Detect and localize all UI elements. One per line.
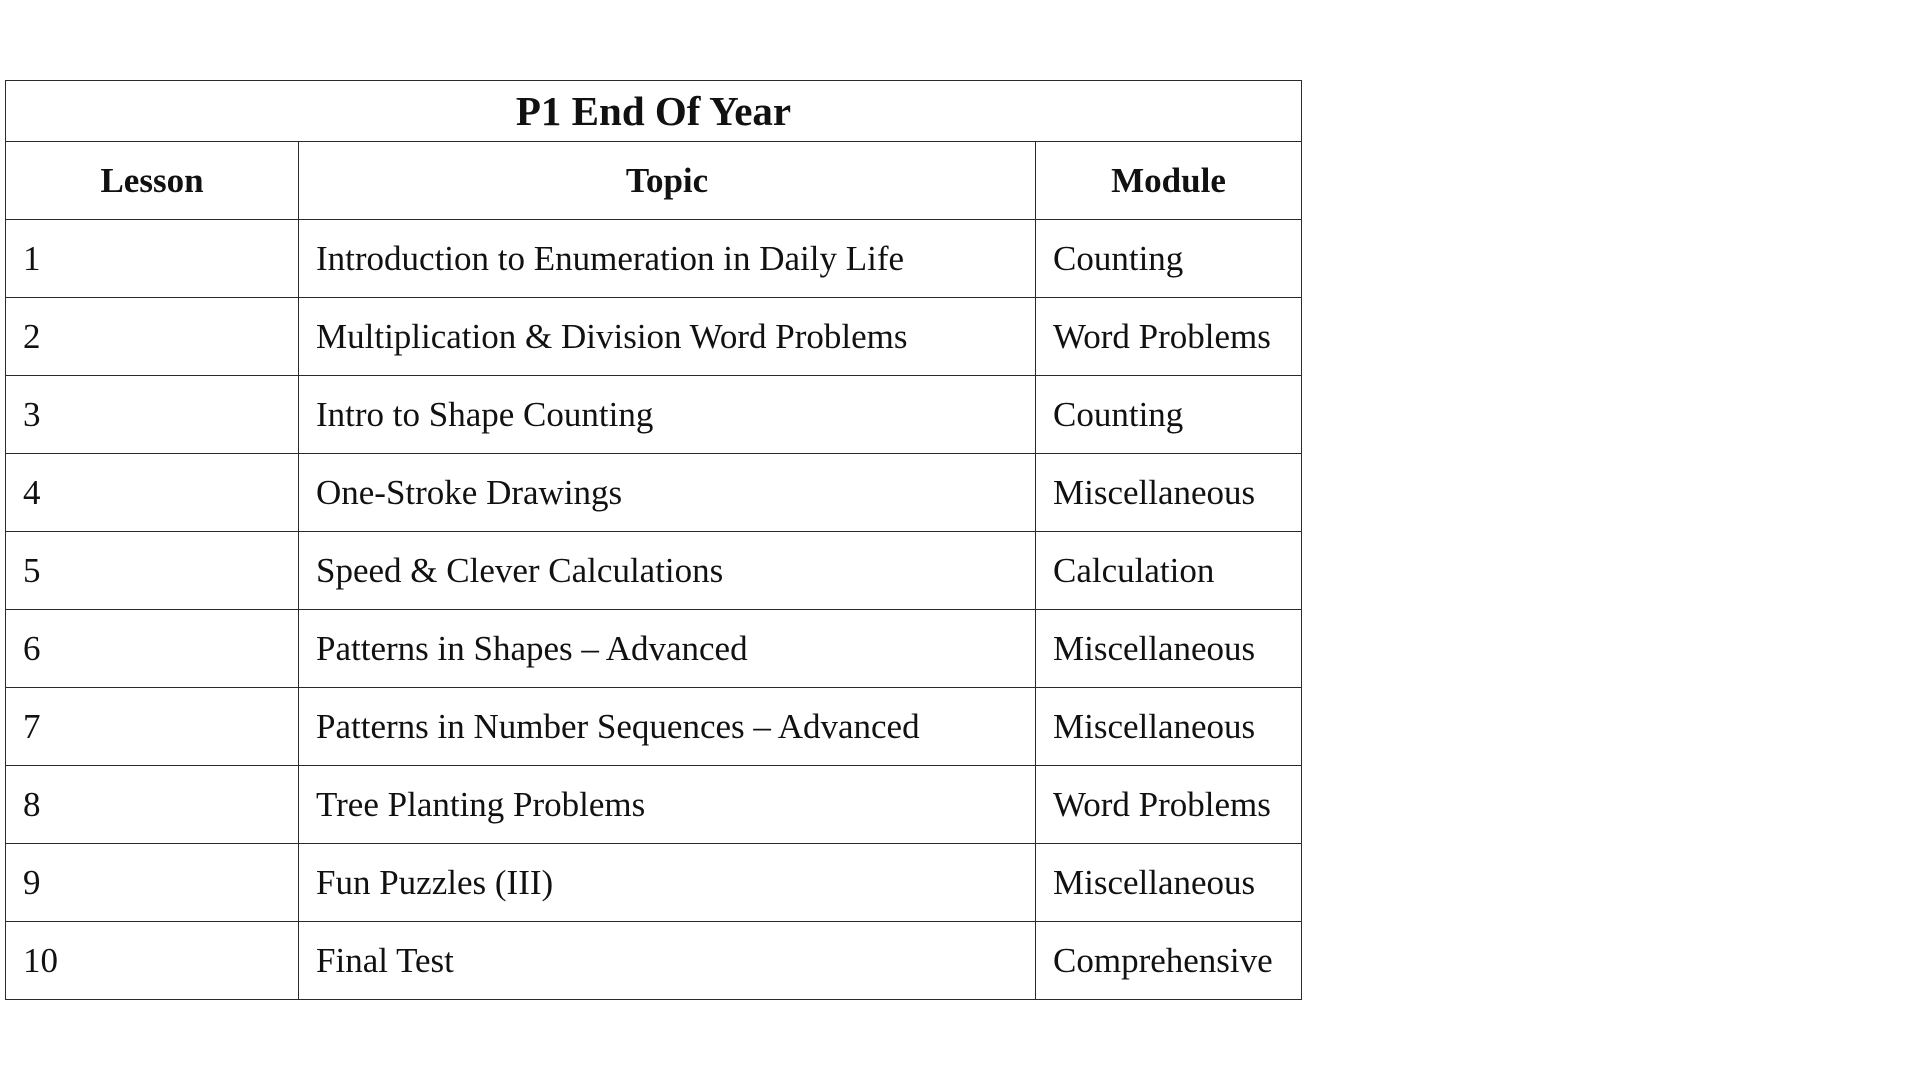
table-row xyxy=(6,376,1302,454)
header-lesson: Lesson xyxy=(6,142,299,220)
lesson-cell: 9 xyxy=(6,844,299,922)
topic-cell: Intro to Shape Counting xyxy=(299,376,1036,454)
topic-cell: Speed & Clever Calculations xyxy=(299,532,1036,610)
topic-cell: Final Test xyxy=(299,922,1036,1000)
module-cell: Miscellaneous xyxy=(1036,610,1302,688)
module-cell: Counting xyxy=(1036,376,1302,454)
module-cell: Miscellaneous xyxy=(1036,454,1302,532)
module-cell: Counting xyxy=(1036,220,1302,298)
lesson-cell: 7 xyxy=(6,688,299,766)
topic-cell: One-Stroke Drawings xyxy=(299,454,1036,532)
topic-cell: Tree Planting Problems xyxy=(299,766,1036,844)
topic-cell: Multiplication & Division Word Problems xyxy=(299,298,1036,376)
topic-cell: Fun Puzzles (III) xyxy=(299,844,1036,922)
table-row xyxy=(6,610,1302,688)
table-title: P1 End Of Year xyxy=(6,81,1302,142)
table-row xyxy=(6,298,1302,376)
table-row xyxy=(6,922,1302,1000)
title-row xyxy=(6,81,1302,142)
lesson-schedule-table xyxy=(5,80,1302,1000)
module-cell: Comprehensive xyxy=(1036,922,1302,1000)
module-cell: Miscellaneous xyxy=(1036,688,1302,766)
lesson-cell: 4 xyxy=(6,454,299,532)
header-module: Module xyxy=(1036,142,1302,220)
lesson-cell: 6 xyxy=(6,610,299,688)
topic-cell: Introduction to Enumeration in Daily Life xyxy=(299,220,1036,298)
lesson-cell: 3 xyxy=(6,376,299,454)
table-row xyxy=(6,532,1302,610)
module-cell: Calculation xyxy=(1036,532,1302,610)
lesson-cell: 10 xyxy=(6,922,299,1000)
table-row xyxy=(6,844,1302,922)
module-cell: Word Problems xyxy=(1036,298,1302,376)
header-row xyxy=(6,142,1302,220)
header-topic: Topic xyxy=(299,142,1036,220)
table-row xyxy=(6,220,1302,298)
table-row xyxy=(6,766,1302,844)
lesson-cell: 5 xyxy=(6,532,299,610)
table-row xyxy=(6,454,1302,532)
topic-cell: Patterns in Shapes – Advanced xyxy=(299,610,1036,688)
table-row xyxy=(6,688,1302,766)
lesson-cell: 2 xyxy=(6,298,299,376)
module-cell: Word Problems xyxy=(1036,766,1302,844)
lesson-cell: 1 xyxy=(6,220,299,298)
topic-cell: Patterns in Number Sequences – Advanced xyxy=(299,688,1036,766)
module-cell: Miscellaneous xyxy=(1036,844,1302,922)
lesson-cell: 8 xyxy=(6,766,299,844)
